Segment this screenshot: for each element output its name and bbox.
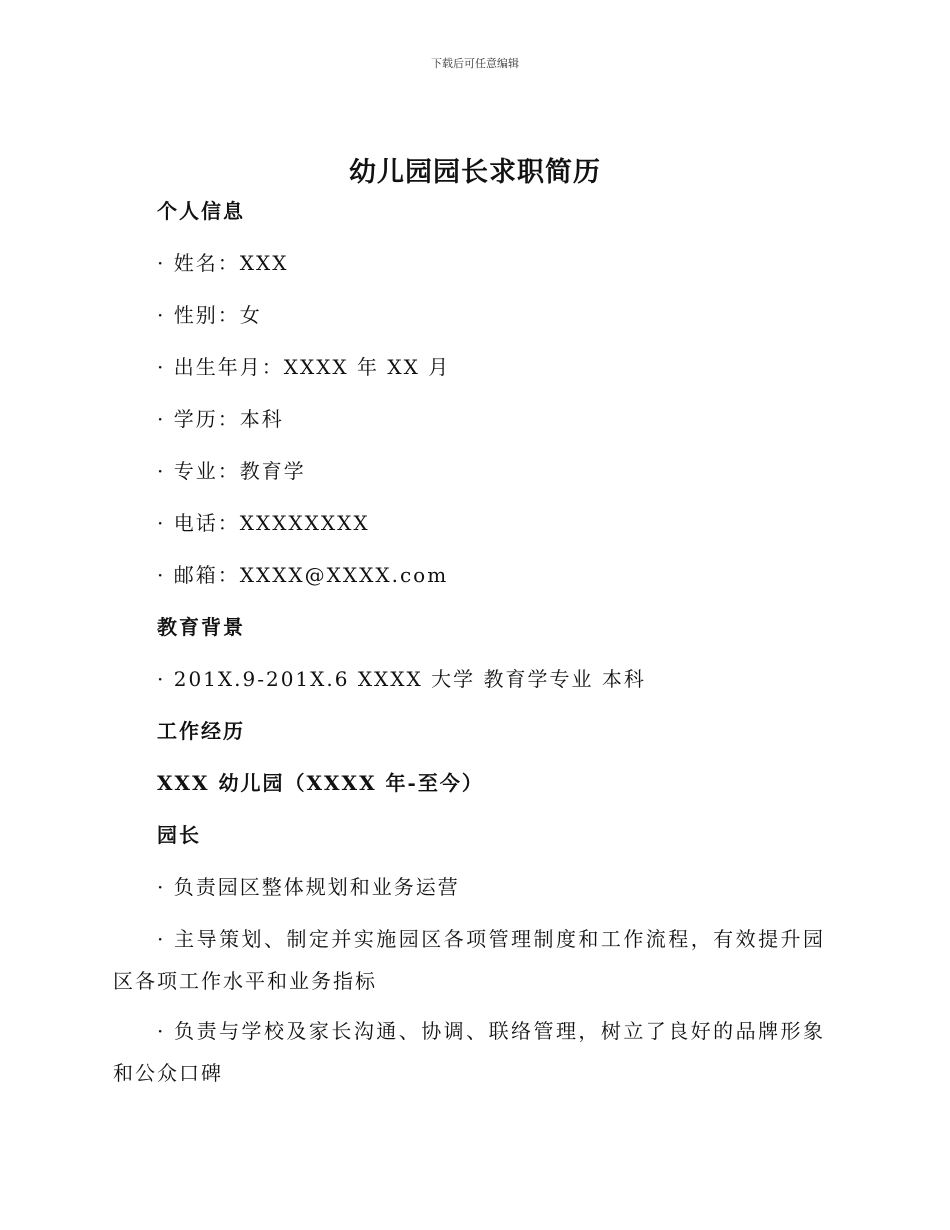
personal-item-birth: · 出生年月：XXXX 年 XX 月 <box>157 355 451 379</box>
personal-item-phone: · 电话：XXXXXXXX <box>157 511 370 535</box>
personal-item-name: · 姓名：XXX <box>157 251 289 275</box>
work-role: 园长 <box>157 823 201 847</box>
personal-item-major: · 专业：教育学 <box>157 459 306 483</box>
section-heading-personal: 个人信息 <box>157 199 245 223</box>
education-item: · 201X.9-201X.6 XXXX 大学 教育学专业 本科 <box>157 667 646 691</box>
section-heading-work: 工作经历 <box>157 719 245 743</box>
personal-item-degree: · 学历：本科 <box>157 407 284 431</box>
work-employer: XXX 幼儿园（XXXX 年-至今） <box>157 771 484 795</box>
section-heading-education: 教育背景 <box>157 615 245 639</box>
document-title: 幼儿园园长求职简历 <box>349 157 601 188</box>
work-item-management: · 主导策划、制定并实施园区各项管理制度和工作流程，有效提升园区各项工作水平和业务指标 <box>113 927 825 993</box>
work-item-communication: · 负责与学校及家长沟通、协调、联络管理，树立了良好的品牌形象和公众口碑 <box>113 1019 825 1085</box>
resume-content <box>113 198 825 1094</box>
personal-item-gender: · 性别：女 <box>157 303 262 327</box>
work-item-planning: · 负责园区整体规划和业务运营 <box>157 875 460 899</box>
personal-item-email: · 邮箱：XXXX@XXXX.com <box>157 563 449 587</box>
header-note: 下载后可任意编辑 <box>431 57 519 70</box>
